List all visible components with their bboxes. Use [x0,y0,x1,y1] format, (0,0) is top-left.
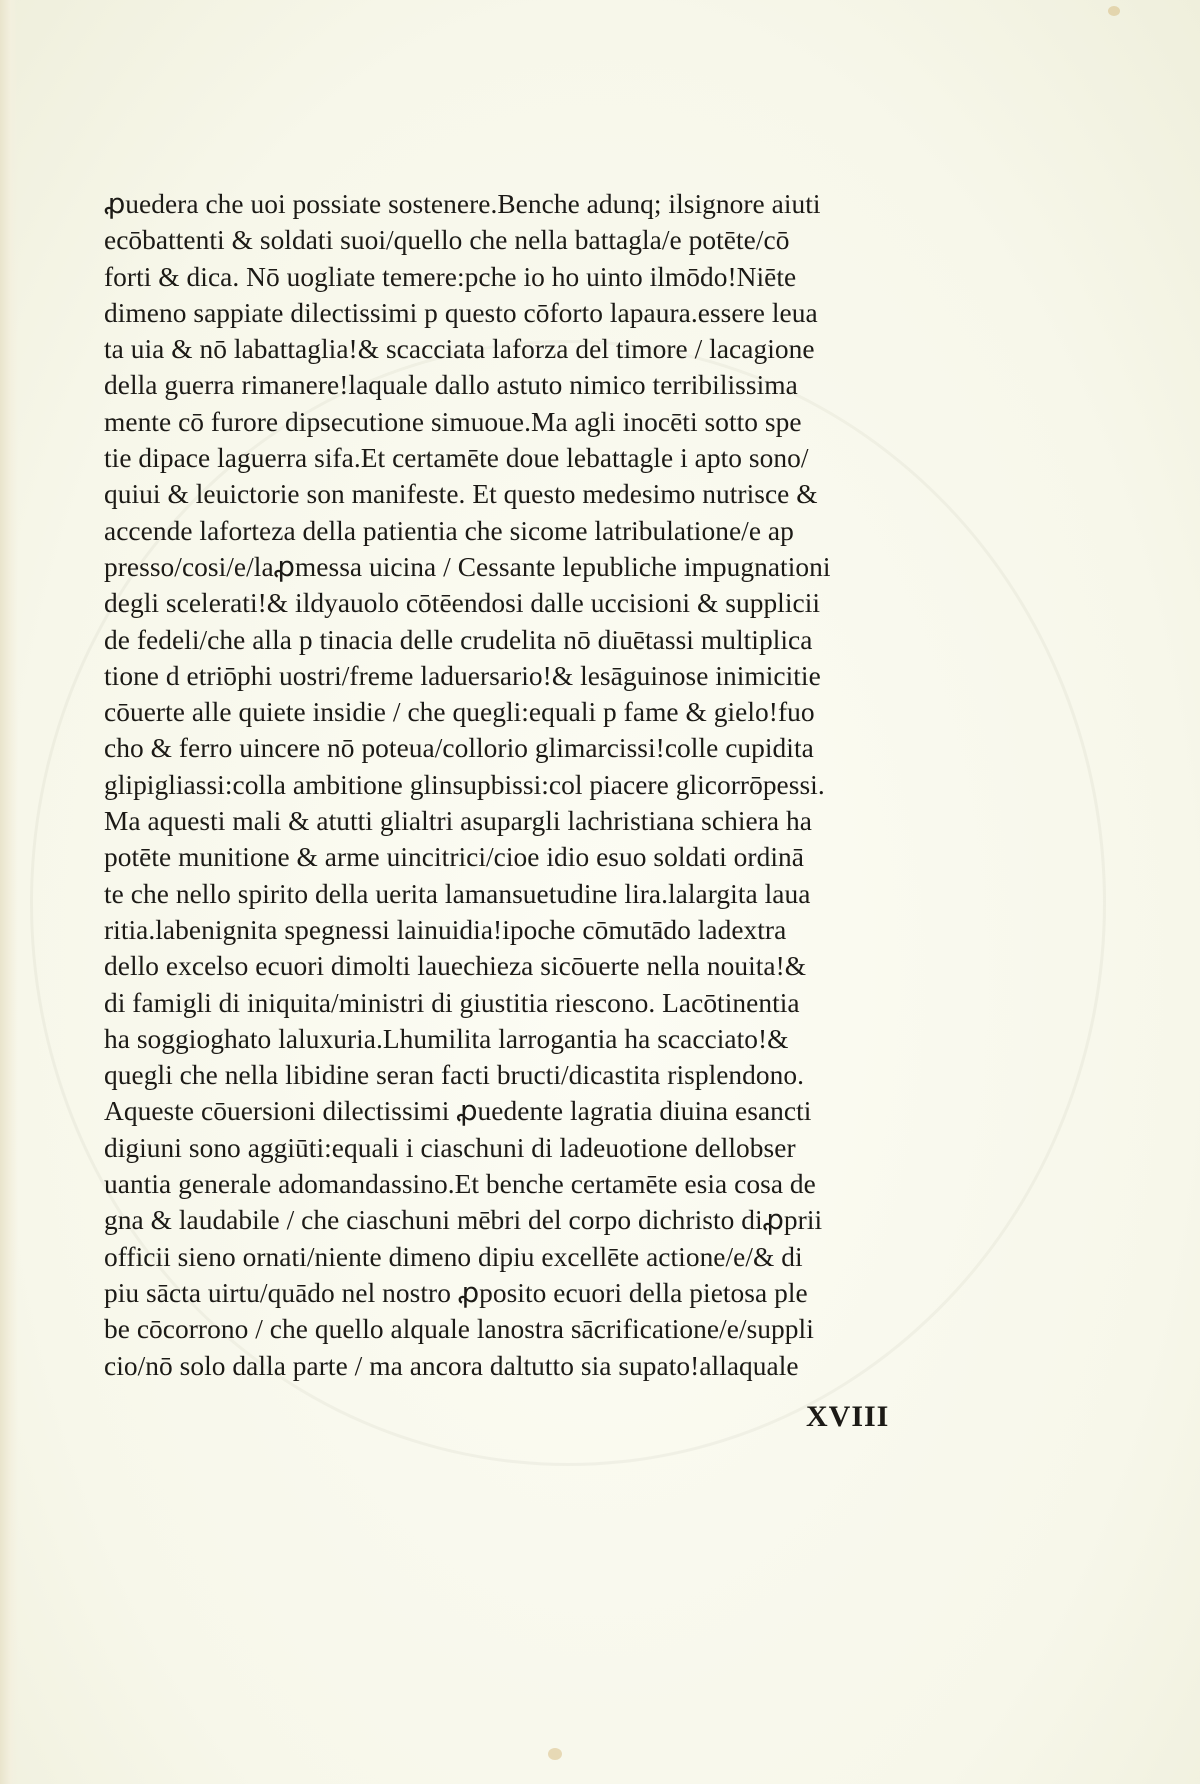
text-line: ecōbattenti & soldati suoi/quello che nella battagla/e potēte/cō [104,225,790,256]
text-line: cōuerte alle quiete insidie / che quegli:equali p fame & gielo!fuo [104,697,815,728]
text-line: glipigliassi:colla ambitione glinsupbissi:col piacere glicorrōpessi. [104,769,825,800]
text-line: ritia.labenignita spegnessi lainuidia!ipoche cōmutādo ladextra [104,914,787,945]
text-line: di famigli di iniquita/ministri di giustitia riescono. Lacōtinentia [104,987,800,1018]
text-line: accende laforteza della patientia che sicome latribulatione/e ap [104,515,794,546]
text-line: della guerra rimanere!laquale dallo astuto nimico terribilissima [104,370,798,401]
text-line: forti & dica. Nō uogliate temere:pche io ho uinto ilmōdo!Niēte [104,261,797,292]
text-line: de fedeli/che alla p tinacia delle crudelita nō diuētassi multiplica [104,624,813,655]
text-line: cio/nō solo dalla parte / ma ancora daltutto sia supato!allaquale [104,1350,799,1381]
folio-number: XVIII [806,1400,890,1433]
text-line: digiuni sono aggiūti:equali i ciaschuni di ladeuotione dellobser [104,1132,796,1163]
text-line: mente cō furore dipsecutione simuoue.Ma agli inocēti sotto spe [104,406,802,437]
text-line: ꝓuedera che uoi possiate sostenere.Benche adunq; ilsignore aiuti [104,189,821,219]
text-line: presso/cosi/e/laꝓmessa uicina / Cessante lepubliche impugnationi [104,551,831,582]
text-line: quegli che nella libidine seran facti bructi/dicastita risplendono. [104,1060,805,1091]
text-line: dello excelso ecuori dimolti lauechieza sicōuerte nella nouita!& [104,951,807,982]
text-line: ha soggioghato laluxuria.Lhumilita larrogantia ha scacciato!& [104,1023,789,1054]
text-line: ta uia & nō labattaglia!& scacciata laforza del timore / lacagione [104,334,815,365]
text-line: officii sieno ornati/niente dimeno dipiu excellēte actione/e/& di [104,1241,803,1272]
text-line: gna & laudabile / che ciaschuni mēbri del corpo dichristo diꝓprii [104,1205,823,1236]
page-edge [0,0,18,1784]
main-text [104,186,924,1384]
text-line: uantia generale adomandassino.Et benche certamēte esia cosa de [104,1169,816,1200]
text-line: tie dipace laguerra sifa.Et certamēte doue lebattagle i apto sono/ [104,443,809,474]
text-line: tione d etriōphi uostri/freme laduersario!& lesāguinose inimicitie [104,660,821,691]
text-line: Aqueste cōuersioni dilectissimi ꝓuedente lagratia diuina esancti [104,1096,812,1127]
text-line: be cōcorrono / che quello alquale lanostra sācrificatione/e/suppli [104,1314,814,1345]
text-line: quiui & leuictorie son manifeste. Et questo medesimo nutrisce & [104,479,818,510]
ink-stain-bottom [548,1748,562,1760]
text-line: cho & ferro uincere nō poteua/collorio glimarcissi!colle cupidita [104,733,814,764]
text-line: dimeno sappiate dilectissimi p questo cōforto lapaura.essere leua [104,297,818,328]
text-line: te che nello spirito della uerita lamansuetudine lira.lalargita laua [104,878,811,909]
ink-stain-top [1108,6,1120,16]
text-line: degli scelerati!& ildyauolo cōtēendosi dalle uccisioni & supplicii [104,588,821,619]
text-line: potēte munitione & arme uincitrici/cioe idio esuo soldati ordinā [104,842,804,873]
text-line: Ma aquesti mali & atutti glialtri asupargli lachristiana schiera ha [104,806,812,837]
text-line: piu sācta uirtu/quādo nel nostro ꝓposito ecuori della pietosa ple [104,1277,808,1308]
